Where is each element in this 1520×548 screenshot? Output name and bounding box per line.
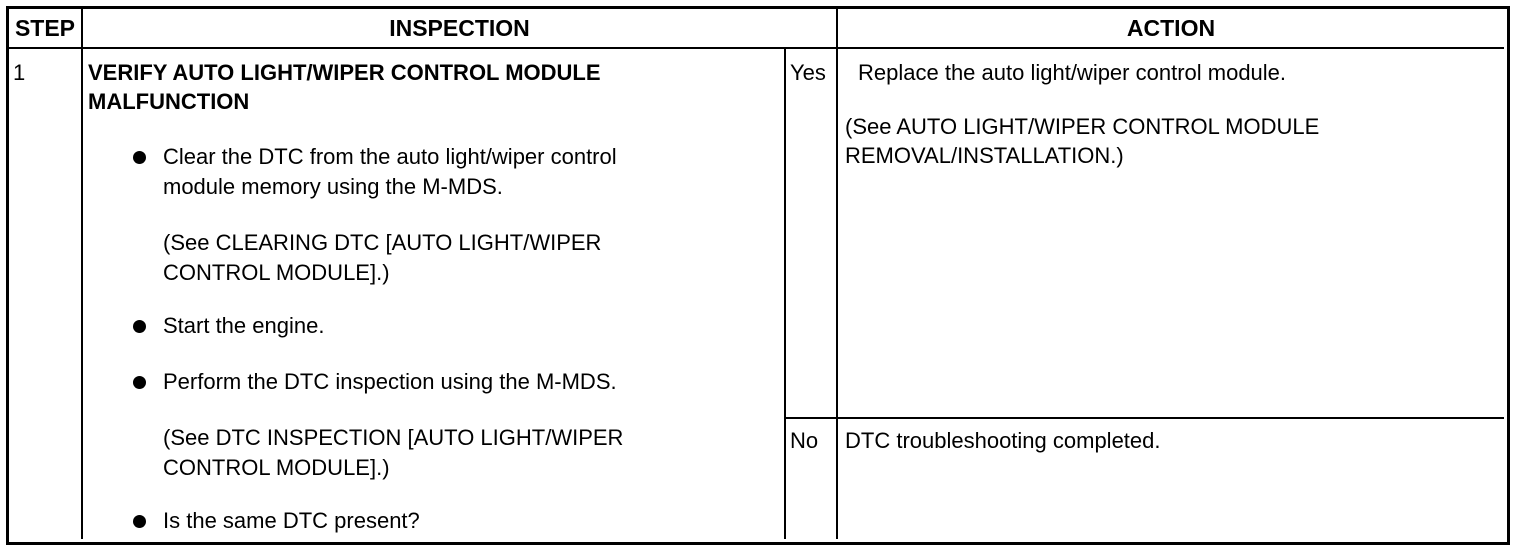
yes-no-row-divider	[786, 417, 1504, 419]
bullet-icon	[133, 151, 146, 164]
reference-line: (See CLEARING DTC [AUTO LIGHT/WIPER	[163, 230, 602, 255]
header-divider	[9, 47, 1504, 49]
inspection-step-text	[163, 311, 763, 341]
inspection-step-text	[163, 506, 763, 536]
inspection-reference-note	[163, 423, 773, 483]
yesno-column-divider	[784, 49, 786, 539]
inspection-title-line2: MALFUNCTION	[88, 89, 250, 114]
yes-reference-line2: REMOVAL/INSTALLATION.)	[845, 143, 1124, 168]
reference-line: CONTROL MODULE].)	[163, 455, 390, 480]
yes-reference-line1: (See AUTO LIGHT/WIPER CONTROL MODULE	[845, 114, 1320, 139]
bullet-icon	[133, 376, 146, 389]
reference-line: (See DTC INSPECTION [AUTO LIGHT/WIPER	[163, 425, 624, 450]
no-action: DTC troubleshooting completed.	[845, 428, 1161, 453]
inspection-step-line: Is the same DTC present?	[163, 508, 420, 533]
bullet-icon	[133, 320, 146, 333]
inspection-reference-note	[163, 228, 773, 288]
inspection-step-line: Clear the DTC from the auto light/wiper control	[163, 144, 617, 169]
yes-action: Replace the auto light/wiper control module.	[858, 60, 1287, 85]
inspection-title-line1: VERIFY AUTO LIGHT/WIPER CONTROL MODULE	[88, 60, 601, 85]
inspection-step-text	[163, 367, 763, 397]
inspection-step-line: Perform the DTC inspection using the M-MDS.	[163, 369, 617, 394]
inspection-step-line: Start the engine.	[163, 313, 325, 338]
step-number: 1	[13, 60, 26, 85]
inspection-step-text	[163, 142, 763, 202]
reference-line: CONTROL MODULE].)	[163, 260, 390, 285]
inspection-column-divider	[836, 9, 838, 539]
header-action: ACTION	[1126, 14, 1216, 41]
step-column-divider	[81, 9, 83, 539]
no-label: No	[790, 428, 819, 453]
yes-label: Yes	[790, 60, 826, 85]
header-step: STEP	[14, 14, 76, 41]
inspection-step-line: module memory using the M-MDS.	[163, 174, 503, 199]
bullet-icon	[133, 515, 146, 528]
header-inspection: INSPECTION	[389, 14, 530, 41]
